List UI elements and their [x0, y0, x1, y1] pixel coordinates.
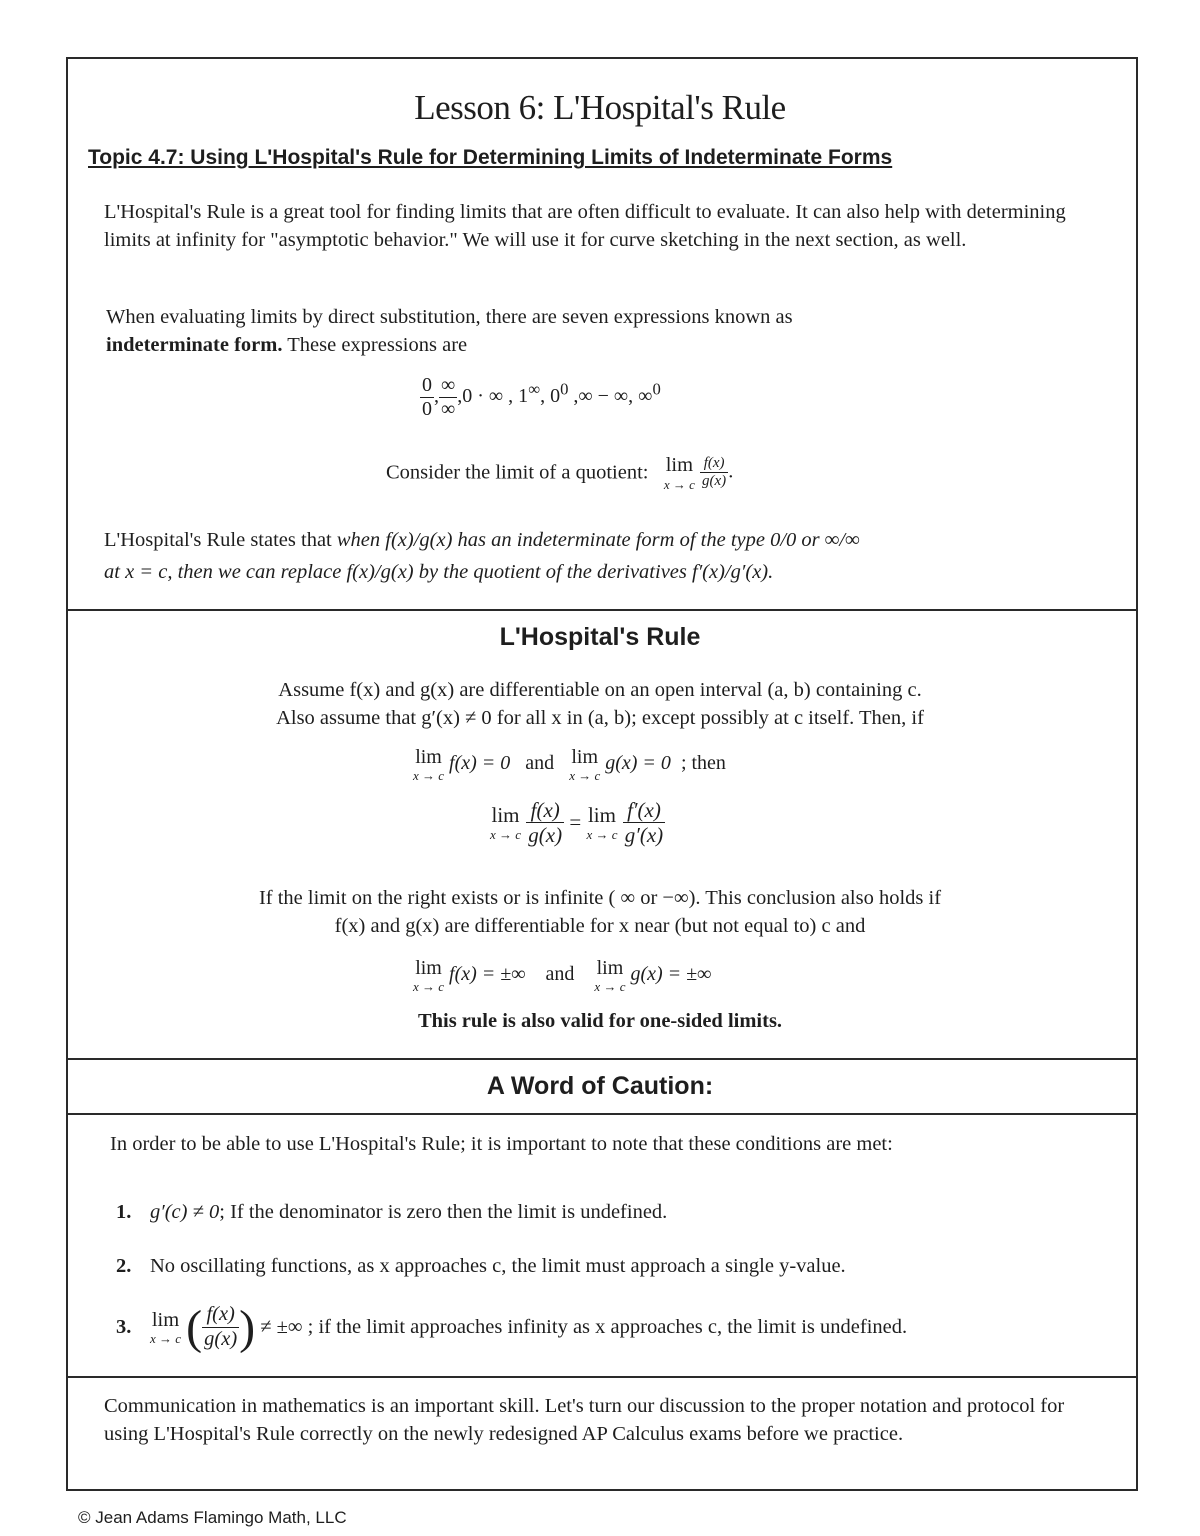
infinite-limits: lim x → c f(x) = ±∞ and lim x → c g(x) = ±∞ [413, 957, 712, 994]
divider [66, 609, 1138, 611]
assumption-text: Assume f(x) and g(x) are differentiable on an open interval (a, b) containing c. Also assume that g′(x) ≠ 0 for all x in (a, b); except possibly at c itself. Then, if [276, 679, 924, 729]
conclusion-text: If the limit on the right exists or is infinite ( ∞ or −∞). This conclusion also holds if f(x) and g(x) are differentiable for x near (but not equal to) c and [258, 887, 942, 937]
condition-item: 1. g′(c) ≠ 0; If the denominator is zero then the limit is undefined. [116, 1201, 668, 1223]
divider [66, 1376, 1138, 1378]
condition-item: 3. lim x → c ( $\frac{f(x)}{g(x)}$ ) ≠ ±∞ ; if the limit approaches infinity as x approaches c, the limit is undefined. [116, 1301, 908, 1354]
intro-paragraph: L'Hospital's Rule is a great tool for finding limits that are often difficult to evaluate. It can also help with determining limits at infinity for "asymptotic behavior." We will use it for curve sketching in the next section, as well. [104, 201, 1066, 251]
copyright-footer: © Jean Adams Flamingo Math, LLC [78, 1508, 347, 1527]
quotient-line: Consider the limit of a quotient: lim x → c $\frac{f(x)}{g(x)}$ . [386, 454, 734, 492]
lesson-title: Lesson 6: L'Hospital's Rule [414, 88, 786, 127]
caution-heading: A Word of Caution: [486, 1072, 714, 1100]
caution-intro: In order to be able to use L'Hospital's Rule; it is important to note that these conditions are met: [110, 1133, 893, 1155]
one-sided-note: This rule is also valid for one-sided limits. [417, 1010, 783, 1032]
limit-conditions: lim x → c f(x) = 0 and lim x → c g(x) = 0 ; then [413, 746, 726, 783]
rule-statement: L'Hospital's Rule states that when f(x)/g(x) has an indeterminate form of the type 0/0 or ∞/∞ at x = c, then we can replace f(x)/g(x) by the quotient of the derivatives f′(x)/g′(x). [104, 529, 860, 583]
indeterminate-forms: $\frac{0}{0}$ , $\frac{\infty}{\infty}$ ,0 · ∞ , 1∞, $0^0$ ,∞ − ∞, ∞$^0$ [422, 374, 661, 420]
rule-box-heading: L'Hospital's Rule [499, 623, 701, 651]
condition-item: 2. No oscillating functions, as x approaches c, the limit must approach a single y-value. [116, 1255, 846, 1277]
topic-heading: Topic 4.7: Using L'Hospital's Rule for Determining Limits of Indeterminate Forms [88, 146, 893, 169]
indeterminate-paragraph: When evaluating limits by direct substitution, there are seven expressions known as indeterminate form. These expressions are [106, 306, 793, 356]
communication-paragraph: Communication in mathematics is an important skill. Let's turn our discussion to the proper notation and protocol for using L'Hospital's Rule correctly on the newly redesigned AP Calculus exams before we practice. [104, 1395, 1065, 1445]
divider [66, 1058, 1138, 1060]
rule-formula: lim x → c $\frac{f(x)}{g(x)}$ = lim x → c $\frac{f'(x)}{g'(x)}$ [490, 798, 664, 848]
divider [66, 1113, 1138, 1115]
